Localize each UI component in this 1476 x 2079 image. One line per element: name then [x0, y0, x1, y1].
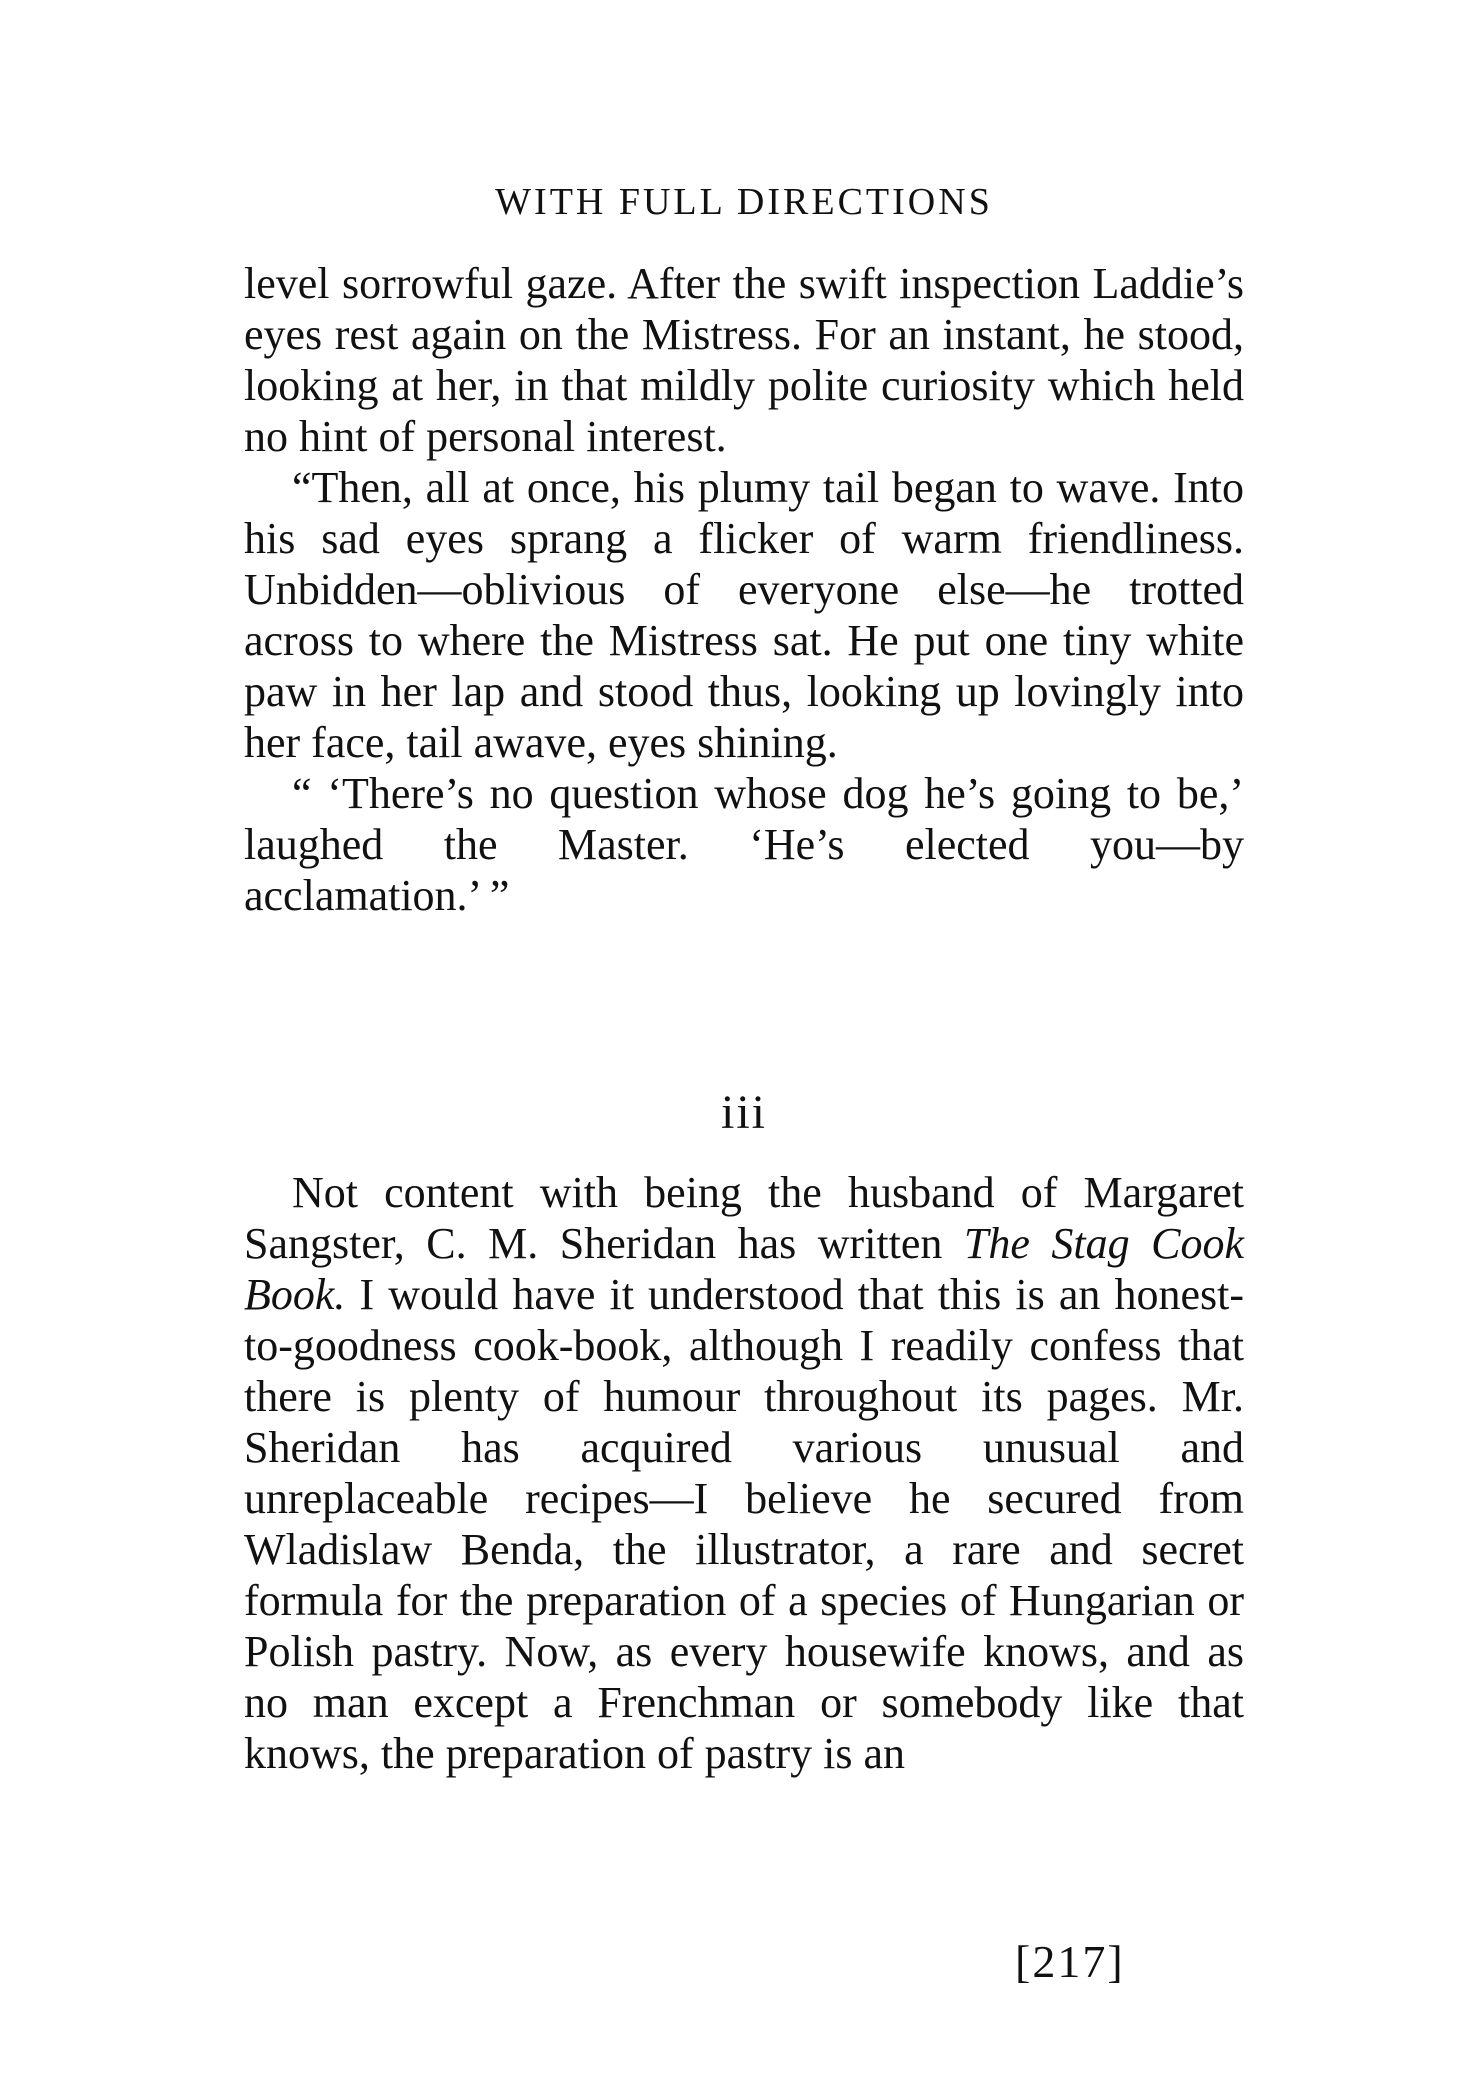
section-text-block — [244, 1167, 1244, 1779]
book-title: The Stag Cook Book. — [244, 1219, 1244, 1319]
page-number: [217] — [1015, 1936, 1125, 1987]
paragraph-part: I would have it understood that this is an honest-to-goodness cook-book, although I readily confess that there is plenty of humour throughout its pages. Mr. Sheridan has acquired various unusual and unreplaceable recipes—I believe he secured from Wladislaw Benda, the illustrator, a rare and secret formula for the preparation of a species of Hungarian or Polish pastry. Now, as every housewife knows, and as no man except a Frenchman or somebody like that knows, the preparation of pastry is an — [244, 1270, 1244, 1778]
paragraph-part: Not content with being the husband of Margaret Sangster, C. M. Sheridan has written — [244, 1168, 1244, 1268]
section-number: iii — [720, 1086, 767, 1139]
running-head: WITH FULL DIRECTIONS — [495, 181, 993, 223]
continued-text-block — [244, 258, 1244, 921]
paragraph: “Then, all at once, his plumy tail began to wave. Into his sad eyes sprang a flicker of warm friendliness. Unbidden—oblivious of everyone else—he trotted across to where the Mistress sat. He put one tiny white paw in her lap and stood thus, looking up lovingly into her face, tail awave, eyes shining. — [244, 463, 1244, 767]
paragraph — [244, 1167, 1244, 1779]
paragraph: “ ‘There’s no question whose dog he’s going to be,’ laughed the Master. ‘He’s elected you—by acclamation.’ ” — [244, 769, 1244, 920]
paragraph-continued: level sorrowful gaze. After the swift inspection Laddie’s eyes rest again on the Mistress. For an instant, he stood, looking at her, in that mildly polite curiosity which held no hint of personal interest. — [244, 259, 1244, 461]
